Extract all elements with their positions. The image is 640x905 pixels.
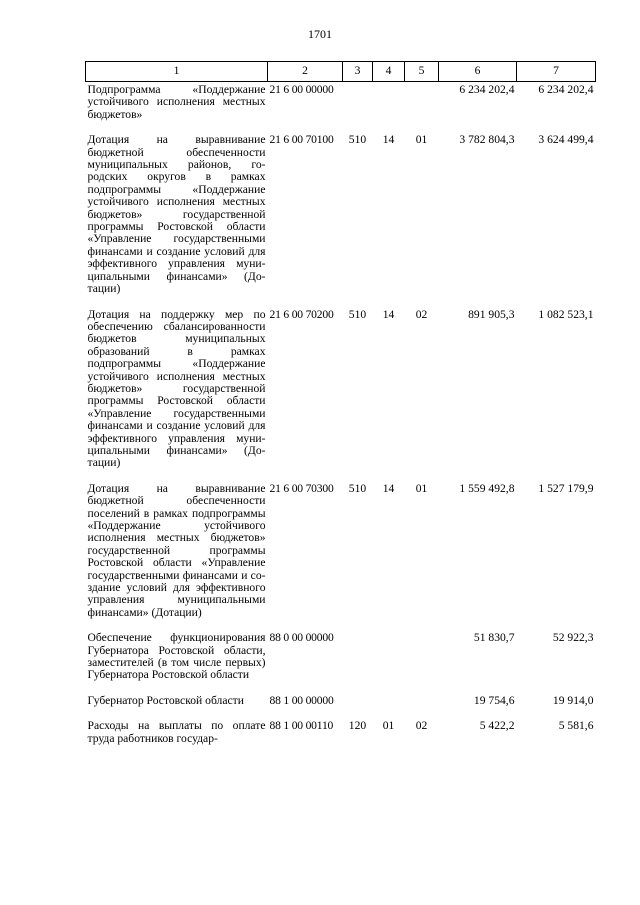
row-col3: 510	[348, 481, 367, 495]
row-col4: 14	[382, 307, 395, 321]
row-amount-1: 51 830,7	[473, 631, 515, 645]
row-code: 21 6 00 70300	[269, 481, 334, 495]
header-col-7: 7	[517, 62, 596, 82]
header-col-3: 3	[343, 62, 373, 82]
row-name: Губернатор Ростовской области	[87, 693, 244, 707]
row-col4	[373, 693, 405, 718]
row-amount-2: 5 581,6	[558, 719, 594, 733]
row-code: 21 6 00 00000	[269, 83, 334, 96]
row-name: Подпрограмма «Поддержание устойчивого исполнения местных бюджетов»	[87, 83, 266, 121]
row-col3	[343, 693, 373, 718]
row-amount-2: 19 914,0	[552, 693, 594, 707]
row-col4: 01	[382, 719, 395, 733]
row-col5: 02	[415, 307, 428, 321]
row-col3: 510	[348, 133, 367, 147]
row-name: Дотация на поддержку мер по обеспечению сбалансированности бюджетов муниципальных образований в рамках подпрограммы «Поддержание устойчивого исполнения местных бюджетов» государственной программы Ростовской области «Управление государственными финансами и создание условий для эффективного управления муниципальными финансами» (Дотации)	[87, 307, 266, 470]
row-col5: 01	[415, 133, 428, 147]
row-col4: 14	[382, 133, 395, 147]
row-col4	[373, 82, 405, 133]
row-code: 21 6 00 70100	[269, 133, 334, 147]
row-amount-2: 3 624 499,4	[538, 133, 594, 147]
table-row	[86, 132, 596, 306]
row-code: 88 1 00 00110	[269, 719, 334, 733]
row-code: 88 1 00 00000	[269, 693, 334, 707]
budget-table	[85, 61, 596, 745]
table-row	[86, 307, 596, 481]
row-amount-2: 1 527 179,9	[538, 481, 594, 495]
row-name: Обеспечение функционирования Губернатора Ростовской области, заместителей (в том числе первых) Губернатора Ростовской области	[87, 631, 266, 682]
row-col5	[405, 693, 439, 718]
row-col3: 510	[348, 307, 367, 321]
table-row	[86, 693, 596, 718]
row-col5	[405, 82, 439, 133]
header-col-4: 4	[373, 62, 405, 82]
row-amount-1: 5 422,2	[479, 719, 515, 733]
row-amount-2: 6 234 202,4	[538, 83, 594, 96]
row-col3	[343, 82, 373, 133]
header-col-6: 6	[439, 62, 517, 82]
header-col-5: 5	[405, 62, 439, 82]
row-amount-1: 891 905,3	[468, 307, 515, 321]
row-amount-1: 3 782 804,3	[459, 133, 515, 147]
row-col5	[405, 630, 439, 693]
table-row	[86, 82, 596, 133]
table-row	[86, 481, 596, 630]
table-header-row	[86, 62, 596, 82]
row-col5: 01	[415, 481, 428, 495]
row-col5: 02	[415, 719, 428, 733]
row-col4	[373, 630, 405, 693]
row-name: Дотация на выравнивание бюджетной обеспеченности поселений в рамках подпрограммы «Поддержание устойчивого исполнения местных бюджетов» государственной программы Ростовской области «Управление государственными финансами и создание условий для эффективного управления муниципальными финансами» (Дотации)	[87, 481, 266, 619]
row-amount-2: 52 922,3	[552, 631, 594, 645]
row-amount-2: 1 082 523,1	[538, 307, 594, 321]
row-amount-1: 1 559 492,8	[459, 481, 515, 495]
row-amount-1: 19 754,6	[473, 693, 515, 707]
row-col4: 14	[382, 481, 395, 495]
row-name: Расходы на выплаты по оплате труда работников государ-	[87, 719, 266, 745]
header-col-1: 1	[86, 62, 268, 82]
table-row	[86, 718, 596, 745]
row-col3	[343, 630, 373, 693]
table-row	[86, 630, 596, 693]
row-amount-1: 6 234 202,4	[459, 83, 515, 96]
page-number: 1701	[308, 27, 332, 41]
row-code: 21 6 00 70200	[269, 307, 334, 321]
row-code: 88 0 00 00000	[269, 631, 334, 645]
row-col3: 120	[348, 719, 367, 733]
row-name: Дотация на выравнивание бюджетной обеспеченности муниципальных районов, городских округов в рамках подпрограммы «Поддержание устойчивого исполнения местных бюджетов» государственной программы Ростовской области «Управление государственными финансами и создание условий для эффективного управления муниципальными финансами» (Дотации)	[87, 133, 266, 296]
header-col-2: 2	[268, 62, 343, 82]
